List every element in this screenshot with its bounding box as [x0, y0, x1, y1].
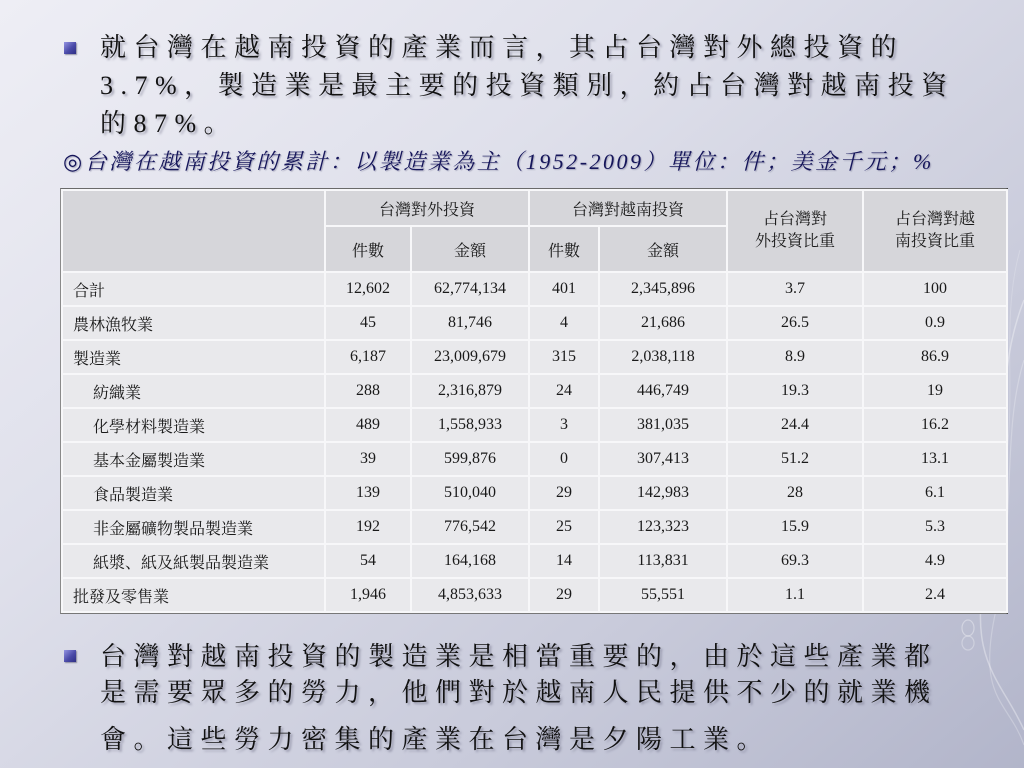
- cell-outward-amount: 164,168: [411, 544, 529, 578]
- row-label: 非金屬礦物製品製造業: [62, 510, 325, 544]
- cell-outward-count: 12,602: [325, 272, 411, 306]
- table-row: [62, 442, 1007, 476]
- cell-share-vietnam: 0.9: [863, 306, 1007, 340]
- row-label: 紙漿、紙及紙製品製造業: [62, 544, 325, 578]
- cell-share-vietnam: 5.3: [863, 510, 1007, 544]
- cell-share-vietnam: 16.2: [863, 408, 1007, 442]
- cell-share-outward: 51.2: [727, 442, 863, 476]
- cell-outward-count: 1,946: [325, 578, 411, 612]
- row-label: 基本金屬製造業: [62, 442, 325, 476]
- header-share-vietnam-line: 占台灣對越: [895, 211, 976, 228]
- cell-outward-count: 489: [325, 408, 411, 442]
- cell-vietnam-amount: 55,551: [599, 578, 727, 612]
- header-row: [62, 190, 1007, 226]
- row-label: 紡織業: [62, 374, 325, 408]
- cell-vietnam-amount: 142,983: [599, 476, 727, 510]
- table-row: [62, 306, 1007, 340]
- square-bullet-icon: [64, 42, 76, 54]
- header-share-outward: [727, 190, 863, 272]
- cell-share-outward: 1.1: [727, 578, 863, 612]
- cell-outward-amount: 776,542: [411, 510, 529, 544]
- header-share-outward-line: 外投資比重: [755, 233, 836, 250]
- cell-share-vietnam: 6.1: [863, 476, 1007, 510]
- bullet-1-line: 就台灣在越南投資的產業而言，其占台灣對外總投資的: [100, 33, 905, 62]
- table-row: [62, 408, 1007, 442]
- cell-outward-count: 45: [325, 306, 411, 340]
- cell-outward-count: 6,187: [325, 340, 411, 374]
- square-bullet-icon: [64, 650, 76, 662]
- cell-vietnam-count: 24: [529, 374, 599, 408]
- cell-vietnam-count: 25: [529, 510, 599, 544]
- cell-outward-count: 288: [325, 374, 411, 408]
- cell-vietnam-amount: 113,831: [599, 544, 727, 578]
- cell-vietnam-count: 4: [529, 306, 599, 340]
- cell-share-outward: 19.3: [727, 374, 863, 408]
- cell-vietnam-count: 14: [529, 544, 599, 578]
- cell-outward-amount: 23,009,679: [411, 340, 529, 374]
- cell-outward-amount: 599,876: [411, 442, 529, 476]
- subheader-count: 件數: [529, 226, 599, 272]
- cell-vietnam-count: 315: [529, 340, 599, 374]
- cell-outward-amount: 4,853,633: [411, 578, 529, 612]
- investment-table-grid: [61, 189, 1008, 613]
- table-row: [62, 476, 1007, 510]
- table-row: [62, 578, 1007, 612]
- bullet-1-line: 的87%。: [100, 109, 238, 138]
- header-share-vietnam-line: 南投資比重: [895, 233, 976, 250]
- row-label: 化學材料製造業: [62, 408, 325, 442]
- table-row: [62, 340, 1007, 374]
- table-row: [62, 510, 1007, 544]
- cell-vietnam-amount: 2,038,118: [599, 340, 727, 374]
- header-group-outward: 台灣對外投資: [325, 190, 529, 226]
- cell-share-outward: 24.4: [727, 408, 863, 442]
- header-share-vietnam: [863, 190, 1007, 272]
- cell-outward-amount: 62,774,134: [411, 272, 529, 306]
- cell-outward-count: 39: [325, 442, 411, 476]
- bullet-1-line: 3.7%，製造業是最主要的投資類別，約占台灣對越南投資: [100, 71, 955, 100]
- row-label: 農林漁牧業: [62, 306, 325, 340]
- cell-share-vietnam: 100: [863, 272, 1007, 306]
- cell-share-outward: 26.5: [727, 306, 863, 340]
- cell-share-outward: 69.3: [727, 544, 863, 578]
- subheader-amount: 金額: [411, 226, 529, 272]
- cell-vietnam-count: 3: [529, 408, 599, 442]
- bullet-2-line: 會。這些勞力密集的產業在台灣是夕陽工業。: [100, 725, 771, 754]
- row-label: 製造業: [62, 340, 325, 374]
- cell-vietnam-count: 0: [529, 442, 599, 476]
- cell-share-vietnam: 4.9: [863, 544, 1007, 578]
- cell-vietnam-amount: 21,686: [599, 306, 727, 340]
- cell-vietnam-count: 401: [529, 272, 599, 306]
- cell-outward-amount: 510,040: [411, 476, 529, 510]
- cell-outward-count: 139: [325, 476, 411, 510]
- cell-outward-amount: 81,746: [411, 306, 529, 340]
- table-row: [62, 544, 1007, 578]
- header-group-vietnam: 台灣對越南投資: [529, 190, 727, 226]
- cell-vietnam-count: 29: [529, 578, 599, 612]
- cell-share-vietnam: 19: [863, 374, 1007, 408]
- cell-outward-count: 192: [325, 510, 411, 544]
- cell-share-vietnam: 2.4: [863, 578, 1007, 612]
- cell-share-vietnam: 13.1: [863, 442, 1007, 476]
- cell-vietnam-amount: 2,345,896: [599, 272, 727, 306]
- bullet-2-line: 是需要眾多的勞力，他們對於越南人民提供不少的就業機: [100, 678, 938, 707]
- cell-share-outward: 28: [727, 476, 863, 510]
- cell-vietnam-amount: 446,749: [599, 374, 727, 408]
- cell-outward-count: 54: [325, 544, 411, 578]
- table-row: [62, 374, 1007, 408]
- cell-share-vietnam: 86.9: [863, 340, 1007, 374]
- cell-outward-amount: 2,316,879: [411, 374, 529, 408]
- header-share-outward-line: 占台灣對: [763, 211, 828, 228]
- subheader-amount: 金額: [599, 226, 727, 272]
- cell-share-outward: 8.9: [727, 340, 863, 374]
- cell-share-outward: 3.7: [727, 272, 863, 306]
- bullet-2-line: 台灣對越南投資的製造業是相當重要的，由於這些產業都: [100, 642, 938, 671]
- row-label: 食品製造業: [62, 476, 325, 510]
- cell-vietnam-count: 29: [529, 476, 599, 510]
- cell-vietnam-amount: 307,413: [599, 442, 727, 476]
- cell-share-outward: 15.9: [727, 510, 863, 544]
- header-corner-cell: [62, 190, 325, 272]
- table-caption: ◎台灣在越南投資的累計：以製造業為主（1952-2009）單位：件；美金千元；%: [63, 149, 934, 174]
- cell-vietnam-amount: 381,035: [599, 408, 727, 442]
- investment-table: [60, 188, 1008, 614]
- subheader-count: 件數: [325, 226, 411, 272]
- row-label: 合計: [62, 272, 325, 306]
- cell-vietnam-amount: 123,323: [599, 510, 727, 544]
- cell-outward-amount: 1,558,933: [411, 408, 529, 442]
- table-row: [62, 272, 1007, 306]
- row-label: 批發及零售業: [62, 578, 325, 612]
